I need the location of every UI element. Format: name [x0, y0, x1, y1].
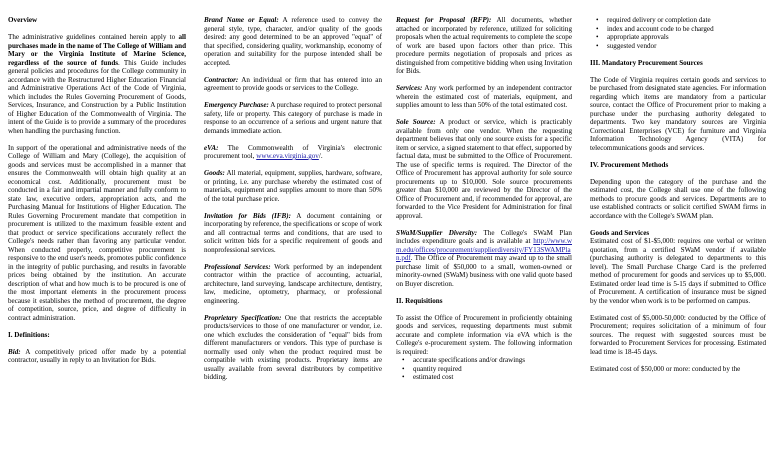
list-item: • suggested vendor	[607, 42, 766, 51]
definition-professional-services: Professional Services: Work performed by an independent contractor within the practice of accounting, actuarial, architecture, land surveying, landscape architecture, dentistry, law, medicine, optometry, pharmacy, or professional engineering.	[204, 262, 382, 305]
overview-paragraph: The administrative guidelines contained herein apply to all purchases made in the name of The College of William and Mary or the Virginia Institute of Marine Science, regardless of the source of funds. This Guide includes general policies and procedures for the College community in accordance with the Restructured Higher Education Financial and Administrative Operations Act of the Code of Virginia, which includes the Rules Governing Procurement of Goods, Services, Insurance, and Construction by a Public Institution of Higher Education of the Commonwealth of Virginia. The intent of the Guide is to provide a summary of the procedures when handling the purchasing function.	[8, 33, 187, 135]
procurement-methods-paragraph: Depending upon the category of the purchase and the estimated cost, the College shall use one of the following methods to procure goods and services. Departments are to use established contracts or solicit certified SWAM firms in accordance with the College's SWAM plan.	[590, 177, 766, 220]
requisitions-heading: II. Requisitions	[396, 296, 443, 305]
definition-bid: Bid: A competitively priced offer made by a potential contractor, usually in reply to an Invitation for Bids.	[8, 347, 186, 364]
definition-services: Services: Any work performed by an independent contractor wherein the estimated cost of materials, equipment, and supplies amount to less than 50% of the total estimated cost.	[396, 84, 572, 109]
goods-services-tier1: Estimated cost of $1-$5,000: requires one verbal or written quotation, from a certified SWaM vendor if available (purchasing authority is delegated to departments to this level). The Small Purchase Charge Card is the preferred method of procurement for goods and services up to $5,000. Estimated order lead time is 5-15 days if submitted to Office of Procurement. A certification of insurance must be signed by the vendor when work is to be performed on campus.	[590, 237, 766, 305]
definition-proprietary-specification: Proprietary Specification: One that restricts the acceptable products/services to those of one manufacturer or vendor, i.e. one which excludes the consideration of "equal" bids from different manufacturers or vendors. This type of purchase is normally used only when the product required must be compatible with existing products. Proprietary items are usually available from several distributors by competitive bidding.	[204, 313, 382, 381]
column-2	[204, 16, 382, 390]
definition-rfp: Request for Proposal (RFP): All documents, whether attached or incorporated by reference, utilized for soliciting proposals when the actual requirements to complete the scope of work are based upon factors other than price. This procedure permits negotiation of proposals and prices as distinguished from competitive bidding when using Invitation for Bids.	[396, 16, 572, 75]
list-item: • estimated cost	[413, 373, 572, 382]
support-paragraph: In support of the operational and administrative needs of the College of William and Mary (College), the acquisition of goods and services must be accomplished in a manner that ensures the Commonwealth will obtain high quality at an economical cost. Additionally, procurement must be conducted in a fair and impartial manner and fully conform to state law, executive orders, appropriation acts, and the Purchasing Manual for Institutions of Higher Education. The Rules Governing Procurement mandate that competition in procurement is utilized to the maximum feasible extent and that product or service specifications accurately reflect the College's needs rather than favoring any particular vendor. When conducted properly, competitive procurement is responsive to the end user's needs, promotes public confidence in the integrity of public purchasing, and results in favorable prices being obtained by the institution. An accurate description of what and how much is to be procured is one of the most important elements in the procurement process because it establishes the method of procurement, the degree of competition, source, price, and degree of difficulty in contract administration.	[8, 143, 186, 322]
definition-sole-source: Sole Source: A product or service, which is practicably available from only one vendor. When the requesting department believes that only one source exists for a specific item or service, a signed statement to that effect, supported by factual data, must be submitted to the Office of Procurement. The use of specific terms is required. The Director of the Office of Procurement has approval authority for sole source procurements up to $10,000. Sole source procurements greater than $10,000 are reviewed by the Director of the Office of Procurement and, if recommended for approval, are forwarded to the Vice President for Administration for final approval.	[396, 118, 572, 220]
requisitions-list-continued	[590, 16, 766, 50]
swam-plan-link[interactable]: http://www.wm.edu/offices/procurement/supplierdiversity/FY13SWAMPlan.pdf	[396, 237, 572, 262]
definition-contractor: Contractor: An individual or firm that has entered into an agreement to provide goods or services to the College.	[204, 75, 382, 92]
definition-emergency-purchase: Emergency Purchase: A purchase required to protect personal safety, life or property. This category of purchase is made in response to an occurrence of a serious and urgent nature that demands immediate action.	[204, 101, 382, 135]
mandatory-sources-paragraph: The Code of Virginia requires certain goods and services to be purchased from designated state agencies. For information regarding which items are mandatory from a particular source, contact the Office of Procurement prior to making a purchase under the purchasing authority delegated to departments. Two key mandatory sources are Virginia Correctional Enterprises (VCE) for furniture and Virginia Information Technology Agency (VITA) for telecommunications goods and services.	[590, 75, 766, 152]
goods-services-tier2: Estimated cost of $5,000-50,000: conducted by the Office of Procurement; requires solicitation of a minimum of four sources. The request with suggested sources must be forwarded to Procurement Services for processing. Estimated lead time is 18-45 days.	[590, 313, 766, 356]
list-item: • index and account code to be charged	[607, 25, 766, 34]
list-item: • appropriate approvals	[607, 33, 766, 42]
list-item: • quantity required	[413, 365, 572, 374]
definition-ifb: Invitation for Bids (IFB): A document containing or incorporating by reference, the specifications or scope of work and all contractual terms and conditions, that are used to solicit written bids for a specific requirement of goods and nonprofessional services.	[204, 211, 382, 254]
definition-eva: eVA: The Commonwealth of Virginia's electronic procurement tool, www.eva.virginia.gov/.	[204, 143, 382, 160]
definition-swam: SWaM/Supplier Diversity: The College's SWaM Plan includes expenditure goals and is available at http://www.wm.edu/offices/procurement/supplierdiversity/FY13SWAMPlan.pdf. The Office of Procurement may award up to the small purchase limit of $50,000 to a small, women-owned or minority-owned (SWaM) business with one valid quote based on Buyer discretion.	[396, 228, 572, 288]
list-item: • accurate specifications and/or drawings	[413, 356, 572, 365]
list-item: • required delivery or completion date	[607, 16, 766, 25]
column-4	[590, 16, 766, 382]
definition-goods: Goods: All material, equipment, supplies, hardware, software, or printing, i.e. any purchase whereby the estimated cost of materials, equipment and supplies amount to more than 50% of the total purchase price.	[204, 169, 382, 203]
column-3	[396, 16, 572, 382]
eva-link[interactable]: www.eva.virginia.gov	[256, 152, 319, 160]
goods-services-heading: Goods and Services	[590, 228, 650, 237]
procurement-methods-heading: IV. Procurement Methods	[590, 160, 669, 169]
mandatory-sources-heading: III. Mandatory Procurement Sources	[590, 58, 703, 67]
overview-heading: Overview	[8, 16, 38, 24]
definitions-heading: I. Definitions:	[8, 330, 50, 339]
goods-services-tier3: Estimated cost of $50,000 or more: conducted by the	[590, 364, 741, 373]
requisitions-paragraph: To assist the Office of Procurement in proficiently obtaining goods and services, requesting departments must submit accurate and complete information via eVA which is the College's e-procurement system. The following information is required:	[396, 313, 572, 356]
column-1	[8, 16, 186, 373]
definition-brand-name: Brand Name or Equal: A reference used to convey the general style, type, character, and/or quality of the goods desired: any good determined to be an approved "equal" of that specified, considering quality, workmanship, economy of operation and suitability for the purpose intended shall be accepted.	[204, 16, 382, 67]
requisitions-list	[396, 356, 572, 382]
